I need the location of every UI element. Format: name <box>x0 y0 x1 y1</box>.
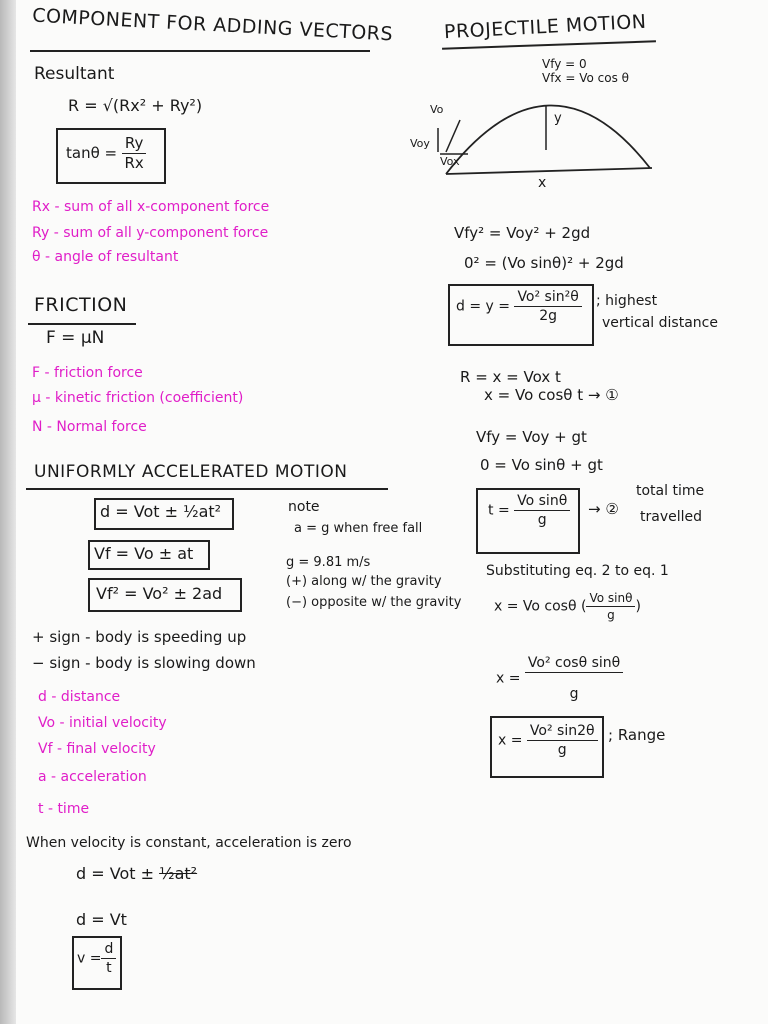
uam-def-vf: Vf - final velocity <box>38 741 156 757</box>
x-expanded-eq: x = $\frac{\text{Vo² cosθ sinθ}}{g}$ <box>496 656 623 701</box>
dy-note-2: vertical distance <box>602 315 718 331</box>
range-eq-1: R = x = Vox t <box>460 368 561 386</box>
v-formula: v = $\frac{d}{t}$ <box>77 942 116 975</box>
t-arrow: → ② <box>588 500 619 518</box>
uam-underline <box>26 488 388 490</box>
uam-eq-2: Vf = Vo ± at <box>94 544 194 563</box>
ground-line <box>446 168 652 174</box>
uam-eq-1: d = Vot ± ½at² <box>100 502 222 521</box>
diagram-vfy: Vfy = 0 <box>542 57 587 71</box>
page-edge <box>0 0 16 1024</box>
uam-def-a: a - acceleration <box>38 769 147 785</box>
resultant-formula: R = √(Rx² + Ry²) <box>68 96 203 115</box>
uam-def-t: t - time <box>38 801 90 817</box>
range-note: ; Range <box>608 726 666 744</box>
x-subst-eq: x = Vo cosθ ( $\frac{\text{Vo sinθ}}{g}$ ) <box>494 591 641 622</box>
friction-underline <box>28 323 136 325</box>
substitution-note: Substituting eq. 2 to eq. 1 <box>486 563 669 579</box>
t-note-2: travelled <box>640 509 703 525</box>
friction-def-n: N - Normal force <box>32 419 147 435</box>
note-3: (+) along w/ the gravity <box>286 574 442 589</box>
trajectory-arc <box>446 105 650 174</box>
def-ry: Ry - sum of all y-component force <box>32 225 269 241</box>
tan-formula: tanθ = $\frac{Ry}{Rx}$ <box>66 136 146 171</box>
t-formula: t = $\frac{\text{Vo sinθ}}{g}$ <box>488 494 570 527</box>
def-theta: θ - angle of resultant <box>32 249 179 265</box>
vo-vector <box>446 120 460 152</box>
projectile-title: PROJECTILE MOTION <box>443 10 647 44</box>
range-eq-2: x = Vo cosθ t → ① <box>484 386 619 404</box>
range-formula: x = $\frac{\text{Vo² sin2θ}}{g}$ <box>498 724 598 757</box>
zero-eq: 0 = Vo sinθ + gt <box>480 456 603 474</box>
d-vt-equation: d = Vt <box>76 910 127 929</box>
projectile-diagram <box>400 50 670 200</box>
t-note-1: total time <box>636 483 705 499</box>
vectors-title: COMPONENT FOR ADDING VECTORS <box>31 4 394 46</box>
uam-title: UNIFORMLY ACCELERATED MOTION <box>34 462 348 482</box>
vectors-underline <box>30 50 370 52</box>
friction-def-f: F - friction force <box>32 365 143 381</box>
diagram-vo: Vo <box>430 103 444 116</box>
diagram-vfx: Vfx = Vo cos θ <box>542 71 629 85</box>
eq-zero-sq: 0² = (Vo sinθ)² + 2gd <box>464 254 624 272</box>
uam-def-vo: Vo - initial velocity <box>38 715 167 731</box>
friction-formula: F = μN <box>46 328 105 348</box>
constant-velocity-note: When velocity is constant, acceleration is zero <box>26 835 352 851</box>
diagram-x: x <box>538 175 547 191</box>
dy-note-1: ; highest <box>596 293 658 309</box>
friction-def-mu: μ - kinetic friction (coefficient) <box>32 390 244 406</box>
note-1: a = g when free fall <box>294 521 423 536</box>
sign-note-2: − sign - body is slowing down <box>32 654 256 672</box>
diagram-y: y <box>554 111 562 126</box>
uam-eq-3: Vf² = Vo² ± 2ad <box>96 584 223 603</box>
diagram-voy: Voy <box>410 137 430 150</box>
def-rx: Rx - sum of all x-component force <box>32 199 270 215</box>
uam-def-d: d - distance <box>38 689 121 705</box>
eq-vfy-sq: Vfy² = Voy² + 2gd <box>454 224 591 242</box>
note-2: g = 9.81 m/s <box>286 555 371 570</box>
friction-title: FRICTION <box>34 294 128 316</box>
crossed-equation: d = Vot ± ½at² <box>76 864 198 883</box>
note-title: note <box>288 499 320 515</box>
diagram-vox: Vox <box>440 155 460 168</box>
dy-formula: d = y = $\frac{\text{Vo² sin²θ}}{2g}$ <box>456 290 582 323</box>
note-4: (−) opposite w/ the gravity <box>286 595 462 610</box>
vfy-eq: Vfy = Voy + gt <box>476 428 587 446</box>
sign-note-1: + sign - body is speeding up <box>32 628 247 646</box>
resultant-label: Resultant <box>34 64 115 84</box>
